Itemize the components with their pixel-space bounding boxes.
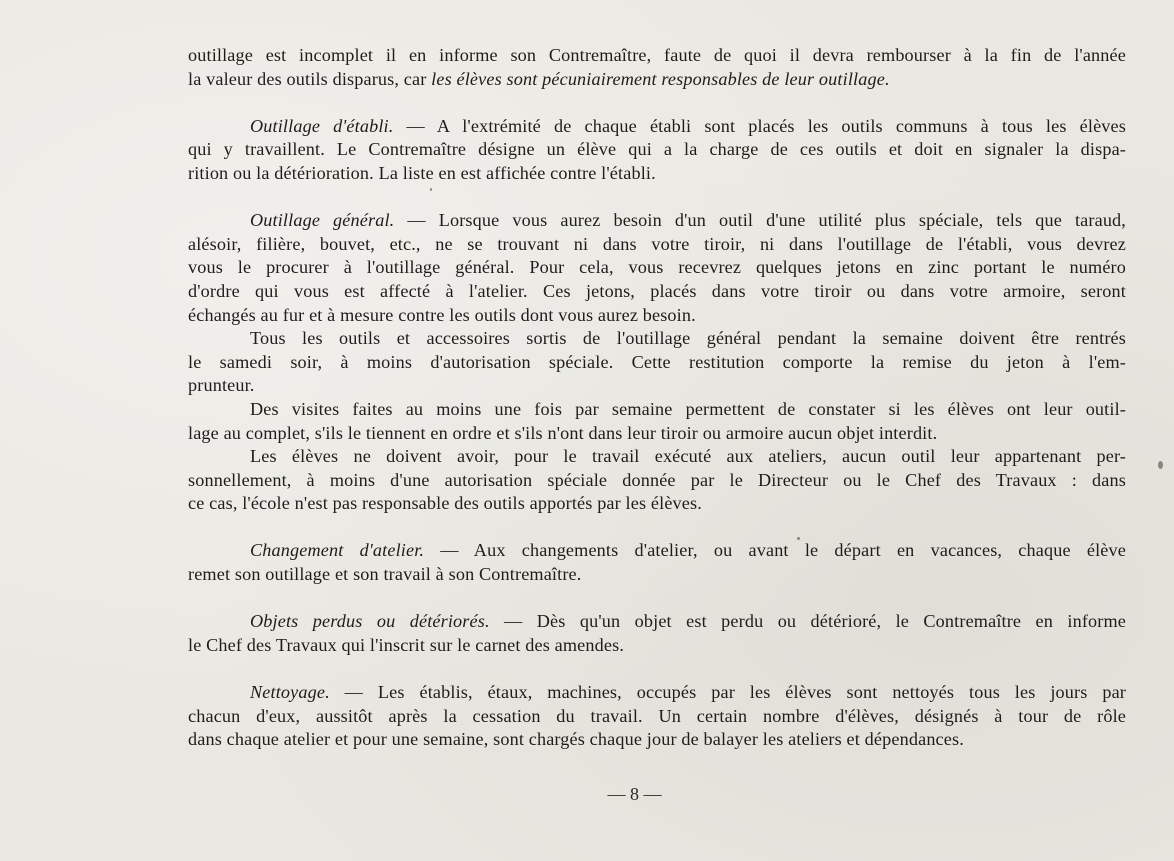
paragraph-gap — [188, 91, 1126, 115]
text-run: rition ou la détérioration. La liste en est affichée contre l'établi. — [188, 162, 656, 183]
text-run: dans chaque atelier et pour une semaine, sont chargés chaque jour de balayer les ateliers et dépendances. — [188, 729, 964, 750]
text-line — [188, 728, 1126, 752]
text-line — [188, 634, 1126, 658]
text-run: chacun d'eux, aussitôt après la cessation du travail. Un certain nombre d'élèves, désignés à tour de rôle — [188, 705, 1126, 726]
text-line — [188, 138, 1126, 162]
paragraph — [188, 44, 1126, 91]
text-run: prunteur. — [188, 375, 255, 396]
text-line — [188, 539, 1126, 563]
text-line — [188, 68, 1126, 92]
paper-speck — [430, 188, 432, 191]
text-line — [188, 398, 1126, 422]
text-line — [188, 374, 1126, 398]
text-run: — Les établis, étaux, machines, occupés par les élèves sont nettoyés tous les jours par — [329, 682, 1126, 703]
text-line — [188, 209, 1126, 233]
text-line — [188, 422, 1126, 446]
text-line — [188, 563, 1126, 587]
paragraph — [188, 539, 1126, 586]
paragraph — [188, 209, 1126, 516]
italic-heading: Objets perdus ou détériorés. — [250, 611, 490, 632]
text-line — [188, 256, 1126, 280]
text-run: Tous les outils et accessoires sortis de l'outillage général pendant la semaine doivent être rentrés — [250, 328, 1126, 349]
text-run: alésoir, filière, bouvet, etc., ne se trouvant ni dans votre tiroir, ni dans l'outillage de l'établi, vous devrez — [188, 233, 1126, 254]
text-line — [188, 469, 1126, 493]
italic-heading: Nettoyage. — [250, 682, 330, 703]
paragraph — [188, 610, 1126, 657]
text-run: — A l'extrémité de chaque établi sont placés les outils communs à tous les élèves — [393, 115, 1126, 136]
text-line — [188, 445, 1126, 469]
text-line — [188, 705, 1126, 729]
text-line — [188, 162, 1126, 186]
text-run: le Chef des Travaux qui l'inscrit sur le carnet des amendes. — [188, 634, 625, 655]
text-run: échangés au fur et à mesure contre les outils dont vous aurez besoin. — [188, 304, 696, 325]
paragraph-gap — [188, 516, 1126, 540]
text-line — [188, 327, 1126, 351]
paragraph-gap — [188, 657, 1126, 681]
text-run: sonnellement, à moins d'une autorisation spéciale donnée par le Directeur ou le Chef des Travaux : dans — [188, 469, 1126, 490]
text-line — [188, 681, 1126, 705]
document-body — [188, 44, 1126, 752]
text-line — [188, 351, 1126, 375]
text-run: la valeur des outils disparus, car — [188, 68, 432, 89]
text-run: remet son outillage et son travail à son Contremaître. — [188, 564, 582, 585]
text-run: outillage est incomplet il en informe son Contremaître, faute de quoi il devra rembourser à la fin de l'année — [188, 45, 1126, 65]
text-run: le samedi soir, à moins d'autorisation spéciale. Cette restitution comporte la remise du jeton à l'em- — [188, 351, 1126, 372]
italic-heading: Outillage d'établi. — [250, 115, 394, 136]
text-line — [188, 280, 1126, 304]
text-run: Des visites faites au moins une fois par semaine permettent de constater si les élèves ont leur outil- — [250, 398, 1126, 419]
text-line — [188, 115, 1126, 139]
paragraph-gap — [188, 587, 1126, 611]
text-run: d'ordre qui vous est affecté à l'atelier. Ces jetons, placés dans votre tiroir ou dans votre armoire, seront — [188, 280, 1126, 301]
text-run: qui y travaillent. Le Contremaître désigne un élève qui a la charge de ces outils et doit en signaler la dispa- — [188, 139, 1126, 160]
paragraph-gap — [188, 186, 1126, 210]
text-run: lage au complet, s'ils le tiennent en ordre et s'ils n'ont dans leur tiroir ou armoire aucun objet interdit. — [188, 422, 938, 443]
text-line — [188, 304, 1126, 328]
italic-heading: les élèves sont pécuniairement responsables de leur outillage. — [431, 68, 890, 89]
text-run: — Aux changements d'atelier, ou avant le départ en vacances, chaque élève — [424, 540, 1126, 561]
italic-heading: Changement d'atelier. — [250, 540, 425, 561]
text-run: — Lorsque vous aurez besoin d'un outil d'une utilité plus spéciale, tels que taraud, — [394, 210, 1126, 231]
paragraph — [188, 681, 1126, 752]
text-run: Les élèves ne doivent avoir, pour le travail exécuté aux ateliers, aucun outil leur appartenant per- — [250, 446, 1126, 467]
text-line — [188, 610, 1126, 634]
text-run: ce cas, l'école n'est pas responsable des outils apportés par les élèves. — [188, 493, 702, 514]
text-line — [188, 233, 1126, 257]
text-line — [188, 492, 1126, 516]
italic-heading: Outillage général. — [250, 210, 395, 231]
paragraph — [188, 115, 1126, 186]
paper-speck — [797, 537, 800, 540]
text-line — [188, 44, 1126, 68]
text-run: vous le procurer à l'outillage général. Pour cela, vous recevrez quelques jetons en zinc portant le numéro — [188, 257, 1126, 278]
text-run: — Dès qu'un objet est perdu ou détérioré, le Contremaître en informe — [489, 611, 1126, 632]
paper-speck — [1158, 461, 1163, 469]
page-number: — 8 — — [607, 784, 662, 804]
